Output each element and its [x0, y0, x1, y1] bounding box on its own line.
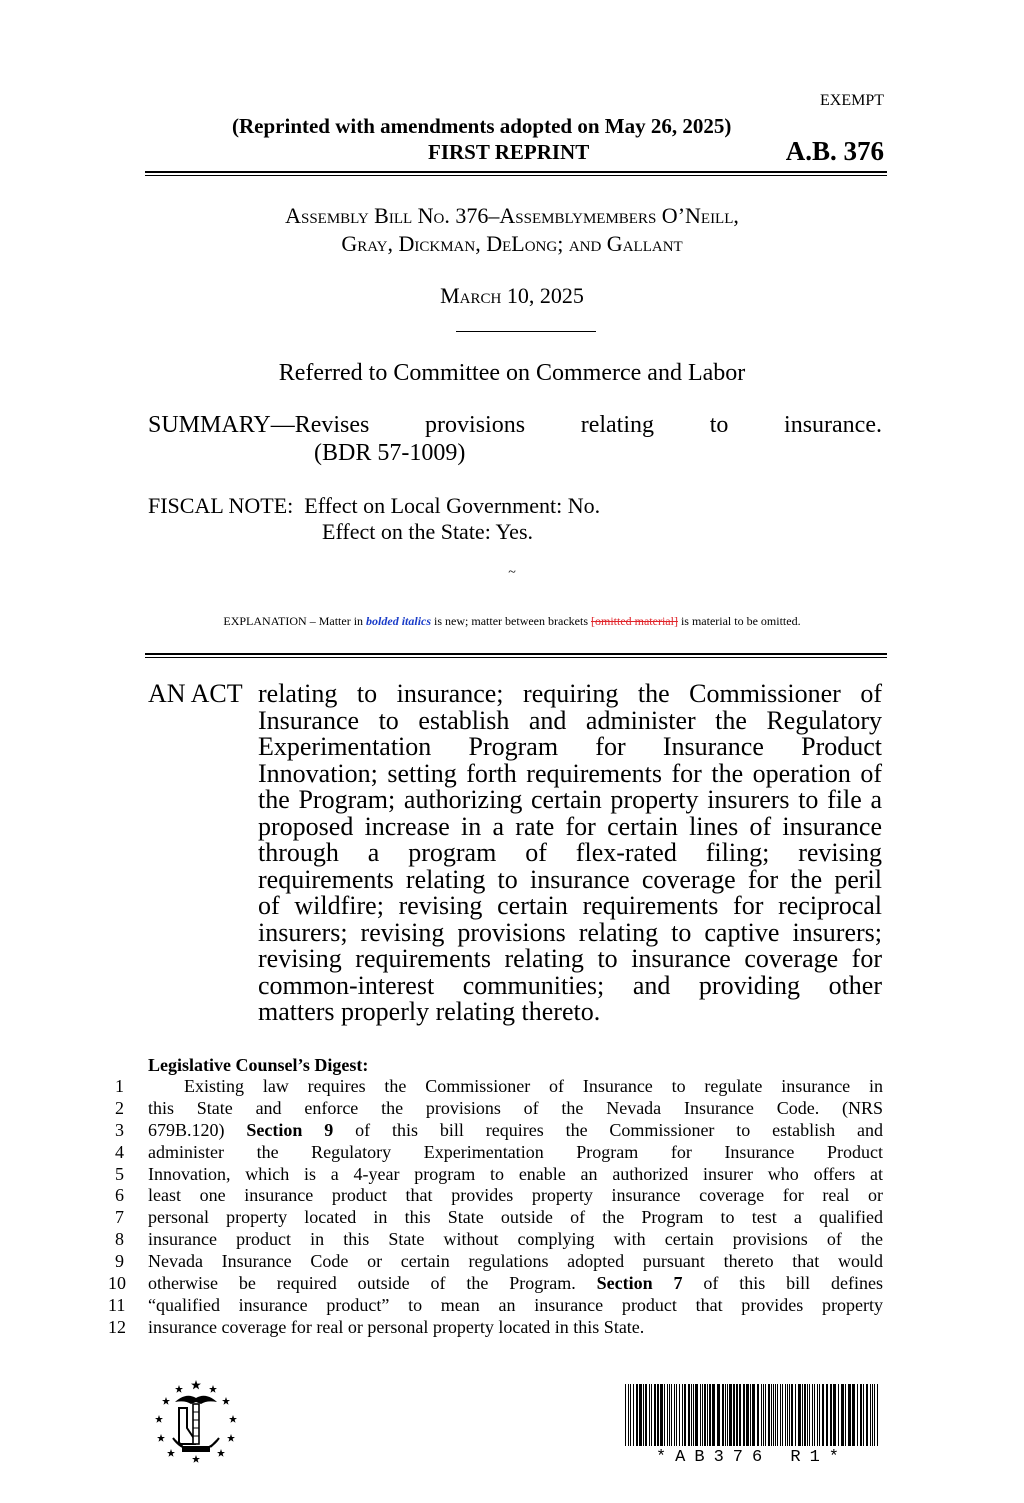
barcode-bar [636, 1384, 638, 1446]
barcode-bar [752, 1384, 755, 1446]
sponsor-line-2: Gray, Dickman, DeLong; and Gallant [341, 231, 683, 256]
barcode-bar [654, 1384, 656, 1446]
barcode-bar [660, 1384, 663, 1446]
header-rule-bottom [145, 175, 887, 176]
explanation-prefix: EXPLANATION – Matter in [223, 614, 367, 628]
barcode-bar [870, 1384, 871, 1446]
referral-text: Referred to Committee on Commerce and Labor [278, 360, 746, 386]
digest-line [108, 1120, 883, 1142]
barcode-bar [833, 1384, 836, 1446]
barcode-bar [712, 1384, 715, 1446]
barcode-bar [743, 1384, 745, 1446]
nevada-legislature-seal-icon [153, 1378, 239, 1464]
barcode-bar [804, 1384, 806, 1446]
digest-text: this State and enforce the provisions of the Nevada Insurance Code. (NRS [148, 1097, 883, 1118]
barcode-bar [643, 1384, 644, 1446]
barcode-bar [645, 1384, 647, 1446]
barcode-bar [761, 1384, 762, 1446]
barcode-bar [857, 1384, 858, 1446]
barcode-bar [777, 1384, 778, 1446]
line-number: 10 [108, 1273, 126, 1294]
barcode-bar [649, 1384, 650, 1446]
barcode-bar [630, 1384, 631, 1446]
line-number: 11 [108, 1294, 126, 1315]
barcode-bar [812, 1384, 813, 1446]
barcode-bar [819, 1384, 820, 1446]
line-number: 9 [115, 1251, 124, 1272]
fiscal-state: Effect on the State: Yes. [322, 519, 534, 544]
digest-text: “qualified insurance product” to mean an insurance product that provides property [148, 1294, 883, 1315]
digest-text: Existing law requires the Commissioner of Insurance to regulate insurance in [184, 1076, 883, 1096]
barcode-bar [669, 1384, 670, 1446]
act-line: of wildfire; revising certain requirements for reciprocal [258, 891, 882, 920]
barcode-bar [722, 1384, 724, 1446]
header-rule-top [145, 171, 887, 173]
act-line: the Program; authorizing certain property insurers to file a [258, 785, 882, 814]
barcode-bar [664, 1384, 665, 1446]
act-line: through a program of flex-rated filing; revising [258, 838, 882, 867]
barcode-text: *AB376 R1* [655, 1448, 849, 1467]
barcode-bar [628, 1384, 629, 1446]
bdr-number: (BDR 57-1009) [314, 440, 466, 466]
digest-line [108, 1229, 883, 1251]
explanation-omitted: [omitted material] [590, 614, 678, 628]
barcode-bar [860, 1384, 862, 1446]
fiscal-note-label: FISCAL NOTE: [148, 493, 294, 518]
barcode-bar [775, 1384, 776, 1446]
digest-text: administer the Regulatory Experimentation Program for Insurance Product [148, 1141, 883, 1162]
sponsor-line-1: Assembly Bill No. 376–Assemblymembers O’Neill, [285, 203, 739, 228]
fiscal-local: Effect on Local Government: No. [304, 493, 601, 518]
act-line: common-interest communities; and providing other [258, 970, 882, 1000]
barcode-bar [727, 1384, 728, 1446]
exempt-label: EXEMPT [820, 92, 884, 109]
line-number: 1 [115, 1076, 124, 1096]
barcode-bar [657, 1384, 659, 1446]
line-number: 3 [115, 1119, 124, 1140]
barcode-bar [798, 1384, 801, 1446]
digest-text: 679B.120) Section 9 of this bill requires the Commissioner to establish and [148, 1119, 884, 1140]
barcode-bar [700, 1384, 701, 1446]
barcode-bar [830, 1384, 832, 1446]
barcode-bar [863, 1384, 864, 1446]
bill-date: March 10, 2025 [440, 283, 584, 308]
barcode-bar [679, 1384, 680, 1446]
act-line: Insurance to establish and administer the Regulatory [258, 705, 882, 735]
barcode-bar [763, 1384, 764, 1446]
digest-line [108, 1142, 883, 1164]
digest-text: Innovation, which is a 4-year program to enable an authorized insurer who offers at [148, 1163, 883, 1184]
barcode-bar [625, 1384, 626, 1446]
digest-text: personal property located in this State outside of the Program to test a qualified [148, 1207, 883, 1228]
barcode-bar [684, 1384, 686, 1446]
date-rule [456, 331, 596, 332]
barcode-bar [782, 1384, 783, 1446]
explanation-new: bolded italics [366, 614, 432, 628]
barcode-bar [814, 1384, 815, 1446]
digest-text: otherwise be required outside of the Program. Section 7 of this bill defines [148, 1273, 884, 1294]
barcode-bar [707, 1384, 708, 1446]
barcode-bar [771, 1384, 772, 1446]
barcode-bar [874, 1384, 875, 1446]
barcode-bar [809, 1384, 810, 1446]
barcode-bar [817, 1384, 818, 1446]
explanation-rule-bottom [145, 657, 887, 658]
barcode-bar [688, 1384, 690, 1446]
digest-line [108, 1295, 883, 1317]
barcode-bar [789, 1384, 790, 1446]
tilde-mark: ~ [508, 565, 516, 580]
digest-line [108, 1098, 883, 1120]
line-number: 2 [115, 1097, 124, 1118]
barcode-bar [733, 1384, 735, 1446]
digest-line [108, 1251, 883, 1273]
barcode-bar [736, 1384, 738, 1446]
barcode-bar [746, 1384, 749, 1446]
barcode [623, 1384, 881, 1467]
barcode-bar [729, 1384, 732, 1446]
digest-line [108, 1317, 883, 1339]
barcode-bar [791, 1384, 793, 1446]
digest-text: Nevada Insurance Code or certain regulations adopted pursuant thereto that would [148, 1251, 883, 1272]
barcode-bar [667, 1384, 668, 1446]
barcode-bar [787, 1384, 788, 1446]
digest-line [108, 1273, 883, 1295]
barcode-bar [695, 1384, 698, 1446]
barcode-bar [651, 1384, 652, 1446]
barcode-bar [709, 1384, 711, 1446]
explanation-rule-top [145, 653, 887, 655]
digest-body [108, 1076, 883, 1339]
barcode-bar [802, 1384, 803, 1446]
explanation-middle: is new; matter between brackets [431, 614, 591, 628]
barcode-bar [765, 1384, 766, 1446]
act-label: AN ACT [148, 679, 243, 708]
barcode-bar [852, 1384, 855, 1446]
act-line: Experimentation Program for Insurance Product [258, 732, 882, 761]
digest-line [108, 1076, 883, 1098]
digest-text: least one insurance product that provides property insurance coverage for real or [148, 1185, 883, 1206]
barcode-bar [739, 1384, 741, 1446]
act-line: insurers; revising provisions relating to captive insurers; [258, 917, 882, 947]
digest-title: Legislative Counsel’s Digest: [148, 1055, 369, 1075]
first-reprint-label: FIRST REPRINT [428, 140, 590, 164]
barcode-bar [826, 1384, 828, 1446]
act-line: Innovation; setting forth requirements for the operation of [258, 758, 882, 788]
barcode-bar [633, 1384, 634, 1446]
act-line: relating to insurance; requiring the Commissioner of [258, 679, 882, 708]
explanation [0, 614, 1024, 629]
barcode-bar [704, 1384, 706, 1446]
digest-line [108, 1207, 883, 1229]
barcode-bar [639, 1384, 642, 1446]
line-number: 7 [115, 1207, 124, 1228]
line-number: 5 [115, 1163, 124, 1184]
barcode-bar [866, 1384, 868, 1446]
barcode-bar [757, 1384, 759, 1446]
line-number: 4 [115, 1141, 124, 1162]
act-line: proposed increase in a rate for certain lines of insurance [258, 811, 882, 841]
barcode-bar [717, 1384, 720, 1446]
barcode-bar [702, 1384, 703, 1446]
barcode-bar [671, 1384, 672, 1446]
barcode-bar [838, 1384, 839, 1446]
digest-line [108, 1164, 883, 1186]
barcode-bar [785, 1384, 786, 1446]
barcode-bar [676, 1384, 677, 1446]
barcode-bar [773, 1384, 774, 1446]
summary-text: SUMMARY—Revises provisions relating to insurance. [148, 412, 882, 438]
act-line: requirements relating to insurance coverage for the peril [258, 864, 882, 894]
barcode-bars [623, 1384, 881, 1446]
barcode-bar [845, 1384, 846, 1446]
line-number: 12 [108, 1316, 126, 1337]
fiscal-note [148, 493, 600, 545]
digest-text: insurance coverage for real or personal property located in this State. [148, 1316, 645, 1337]
barcode-bar [750, 1384, 751, 1446]
barcode-bar [780, 1384, 781, 1446]
bill-number: A.B. 376 [785, 136, 884, 166]
digest-text: insurance product in this State without complying with certain provisions of the [148, 1229, 883, 1250]
barcode-bar [872, 1384, 873, 1446]
barcode-bar [725, 1384, 726, 1446]
barcode-bar [768, 1384, 770, 1446]
reprint-note: (Reprinted with amendments adopted on May 26, 2025) [232, 114, 732, 138]
act-line: matters properly relating thereto. [258, 997, 601, 1026]
barcode-bar [822, 1384, 824, 1446]
explanation-suffix: is material to be omitted. [677, 614, 801, 628]
act-body [258, 681, 882, 1026]
barcode-bar [674, 1384, 675, 1446]
act-line: revising requirements relating to insurance coverage for [258, 944, 882, 973]
digest-line [108, 1185, 883, 1207]
barcode-bar [682, 1384, 683, 1446]
barcode-bar [877, 1384, 878, 1446]
line-number: 8 [115, 1229, 124, 1250]
barcode-bar [841, 1384, 844, 1446]
line-number: 6 [115, 1185, 124, 1206]
barcode-bar [807, 1384, 808, 1446]
barcode-bar [795, 1384, 796, 1446]
barcode-bar [848, 1384, 851, 1446]
barcode-bar [691, 1384, 692, 1446]
barcode-bar [693, 1384, 694, 1446]
